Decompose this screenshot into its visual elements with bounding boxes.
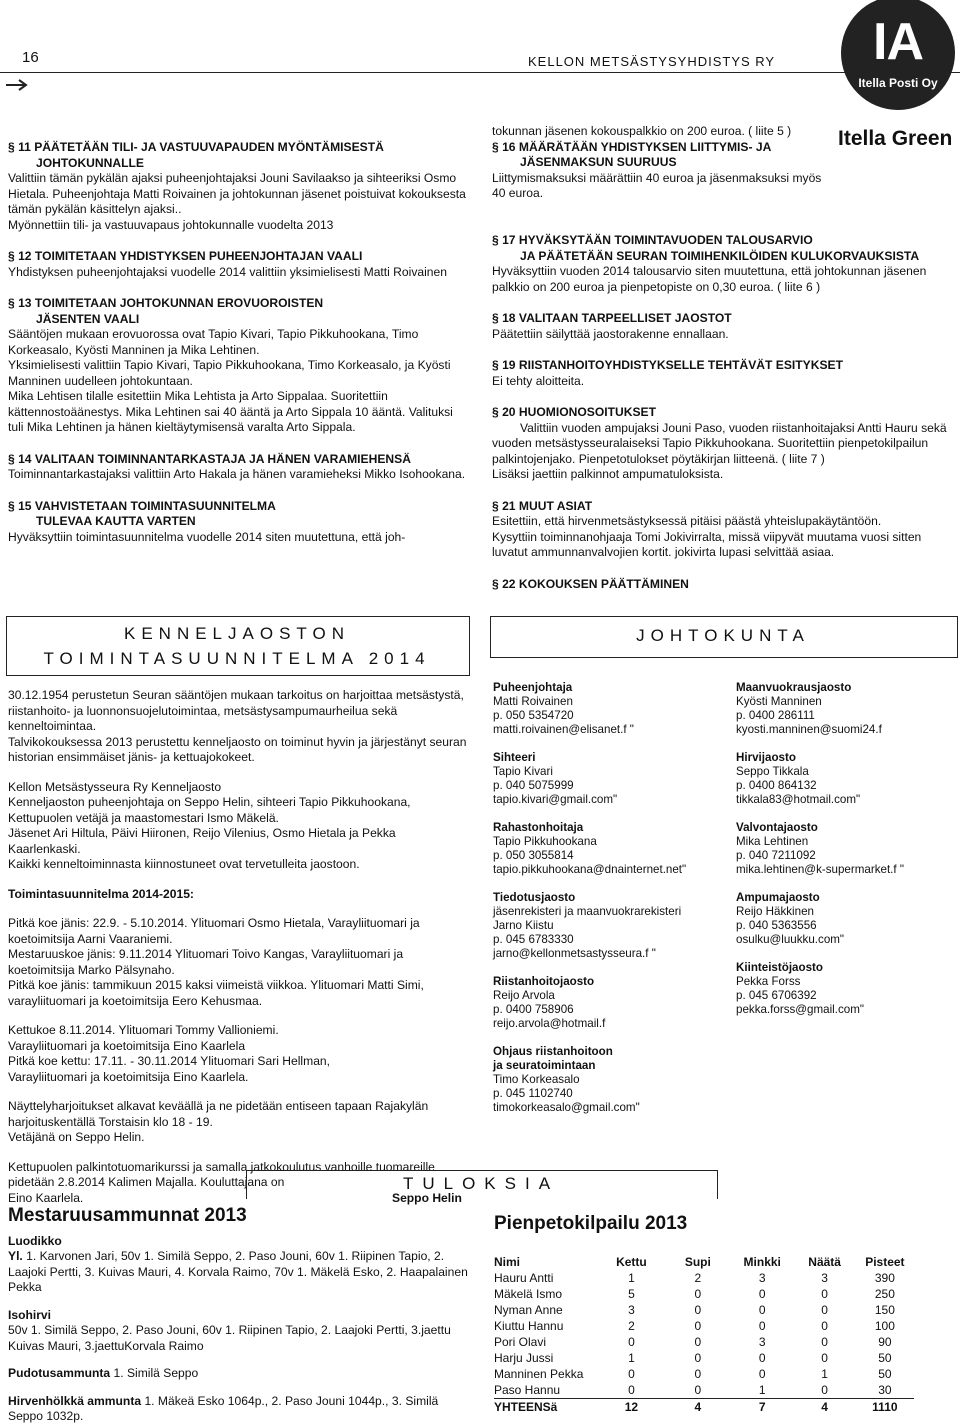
section-14-title: § 14 VALITAAN TOIMINNANTARKASTAJA JA HÄNEN VARAMIEHENSÄ — [8, 451, 411, 466]
contact-email-link[interactable]: matti.roivainen@elisanet.f " — [493, 723, 634, 736]
contact-email-link[interactable]: timokorkeasalo@gmail.com" — [493, 1101, 640, 1114]
table-cell: 0 — [694, 1287, 702, 1301]
contact-line: Jarno Kiistu — [493, 919, 554, 932]
contact-role: Puheenjohtaja — [493, 681, 573, 694]
contact-role: Kiinteistöjaosto — [736, 961, 823, 974]
table-cell: 0 — [694, 1351, 702, 1365]
section-20-body: Valittiin vuoden ampujaksi Jouni Paso, vuoden riistanhoitajaksi Antti Hauru sekä vuoden metsästysseuralaiseksi Tapio Pikkuhookana. Suoritettiin pienpetokilpailun palkintojenjako. Pienpetotulokset pöytäkirjan liitteenä. ( liite 7 ) — [492, 420, 947, 466]
table-cell: 2 — [628, 1319, 635, 1333]
contact-line: p. 040 5363556 — [736, 919, 817, 932]
hirvenholkka-results — [8, 1394, 470, 1425]
table-cell: Mäkelä Ismo — [494, 1287, 563, 1301]
contact-entry — [736, 891, 956, 947]
luodikko-yl-label: Yl. — [8, 1249, 23, 1263]
minutes-right-column — [492, 124, 832, 202]
mestaruus-heading: Mestaruusammunnat 2013 — [8, 1205, 247, 1226]
kennel-p4: Pitkä koe jänis: 22.9. - 5.10.2014. Ylituomari Osmo Hietala, Varayliituomari ja koetoimitsija Aarni Vaaraniemi. — [8, 916, 420, 946]
header-rule — [0, 72, 960, 73]
isohirvi-heading: Isohirvi — [8, 1307, 52, 1322]
itella-logo — [841, 0, 955, 110]
contact-line: Reijo Häkkinen — [736, 905, 814, 918]
table-header-cell: Kettu — [616, 1255, 647, 1269]
contact-role: Ampumajaosto — [736, 891, 820, 904]
section-13-title-2: JÄSENTEN VAALI — [36, 311, 140, 326]
section-11-title: § 11 PÄÄTETÄÄN TILI- JA VASTUUVAPAUDEN MYÖNTÄMISESTÄ — [8, 140, 384, 154]
section-15-title: § 15 VAHVISTETAAN TOIMINTASUUNNITELMA — [8, 498, 276, 513]
table-cell: 5 — [628, 1287, 635, 1301]
contact-email-link[interactable]: kyosti.manninen@suomi24.f — [736, 723, 882, 736]
table-cell: 0 — [821, 1335, 828, 1349]
luodikko-heading: Luodikko — [8, 1233, 62, 1248]
table-cell: Kiuttu Hannu — [494, 1319, 564, 1333]
table-header-cell: Pisteet — [865, 1255, 905, 1269]
table-row — [494, 1382, 914, 1399]
section-18-body: Päätettiin säilyttää jaostorakenne ennallaan. — [492, 326, 729, 341]
board-title: JOHTOKUNTA — [636, 626, 810, 645]
pienpeto-heading: Pienpetokilpailu 2013 — [494, 1213, 688, 1234]
section-13-body: Sääntöjen mukaan erovuorossa ovat Tapio Kivari, Tapio Pikkuhookana, Timo Korkeasalo, Kyösti Manninen ja Mika Lehtinen. — [8, 327, 419, 357]
kennel-p6: Näyttelyharjoitukset alkavat keväällä ja ne pidetään entiseen tapaan Rajakylän harjoituskentällä Torstaisin klo 18 - 19. — [8, 1099, 429, 1129]
contact-entry — [493, 751, 733, 807]
table-cell: 0 — [694, 1303, 702, 1317]
hirvenholkka-label: Hirvenhölkkä ammunta — [8, 1393, 142, 1408]
table-cell: Nyman Anne — [494, 1303, 563, 1317]
table-header-cell: Näätä — [808, 1255, 841, 1269]
kennel-signature: Seppo Helin — [392, 1190, 462, 1205]
pienpeto-table — [494, 1254, 914, 1415]
minutes-left-column — [8, 140, 468, 545]
contact-role: Sihteeri — [493, 751, 536, 764]
kennel-p1: 30.12.1954 perustetun Seuran sääntöjen mukaan tarkoitus on harjoittaa metsästystä, riistanhoito- ja luonnonsuojelutoimintaa, metsästysampumaurheilua sekä kenneltoimintaa. — [8, 688, 464, 733]
table-header-row — [494, 1254, 914, 1270]
table-cell: Pori Olavi — [494, 1335, 547, 1349]
table-row — [494, 1270, 914, 1286]
contact-line: p. 045 6706392 — [736, 989, 817, 1002]
table-cell: 3 — [821, 1271, 828, 1285]
table-total-cell: 4 — [665, 1399, 731, 1416]
table-cell: 0 — [821, 1319, 828, 1333]
table-cell: 0 — [821, 1303, 828, 1317]
table-row — [494, 1318, 914, 1334]
table-header-cell: Nimi — [494, 1255, 521, 1269]
contact-line: Kyösti Manninen — [736, 695, 822, 708]
section-13-body-2: Yksimielisesti valittiin Tapio Kivari, Tapio Pikkuhookana, Timo Korkeasalo, ja Kyösti Manninen uudelleen johtokuntaan. — [8, 358, 451, 388]
table-cell: 100 — [874, 1319, 895, 1333]
section-11-body-2: Myönnettiin tili- ja vastuuvapaus johtokunnalle vuodelta 2013 — [8, 217, 334, 232]
table-total-row — [494, 1399, 914, 1416]
contact-line: jäsenrekisteri ja maanvuokrarekisteri — [493, 905, 682, 918]
kennel-p5b: Varayliituomari ja koetoimitsija Eino Kaarlela — [8, 1038, 246, 1053]
table-cell: 50 — [878, 1351, 892, 1365]
contact-entry — [493, 681, 733, 737]
contact-role: Rahastonhoitaja — [493, 821, 584, 834]
section-13-title: § 13 TOIMITETAAN JOHTOKUNNAN EROVUOROISTEN — [8, 296, 324, 310]
section-12-title: § 12 TOIMITETAAN YHDISTYKSEN PUHEENJOHTAJAN VAALI — [8, 249, 363, 263]
contact-email-link[interactable]: pekka.forss@gmail.com" — [736, 1003, 864, 1016]
section-16-title: § 16 MÄÄRÄTÄÄN YHDISTYKSEN LIITTYMIS- JA — [492, 139, 772, 154]
logo-caption: Itella Posti Oy — [858, 76, 938, 90]
table-cell: 0 — [821, 1287, 828, 1301]
contact-line: p. 050 3055814 — [493, 849, 574, 862]
table-cell: 0 — [694, 1383, 702, 1397]
section-16-title-2: JÄSENMAKSUN SUURUUS — [520, 155, 677, 169]
section-20-body-2: Lisäksi jaettiin palkinnot ampumatuloksista. — [492, 467, 724, 481]
table-cell: 30 — [878, 1383, 892, 1397]
table-cell: Hauru Antti — [494, 1271, 554, 1285]
section-18-title: § 18 VALITAAN TARPEELLISET JAOSTOT — [492, 311, 732, 325]
contact-email-link[interactable]: tikkala83@hotmail.com" — [736, 793, 861, 806]
kennel-p4b: Mestaruuskoe jänis: 9.11.2014 Ylituomari Toivo Kangas, Varayliituomari ja koetoimitsija Marko Pälsynaho. — [8, 947, 404, 977]
journal-title: KELLON METSÄSTYSYHDISTYS RY — [528, 54, 776, 69]
contact-line: Tapio Pikkuhookana — [493, 835, 597, 848]
section-17-body: Hyväksyttiin vuoden 2014 talousarvio siten muutettuna, että johtokunnan jäsenen palkkio on 200 euroa ja pienpetopiste on 0,30 euroa. ( liite 6 ) — [492, 264, 927, 294]
contact-line: Seppo Tikkala — [736, 765, 809, 778]
contact-line: p. 045 6783330 — [493, 933, 574, 946]
table-cell: 1 — [758, 1383, 766, 1397]
contact-line: Pekka Forss — [736, 975, 801, 988]
contact-line: Timo Korkeasalo — [493, 1073, 580, 1086]
section-14-body: Toiminnantarkastajaksi valittiin Arto Hakala ja hänen varamieheksi Mikko Isohookana. — [8, 467, 466, 481]
contact-email-link[interactable]: osulku@luukku.com" — [736, 933, 845, 946]
contact-line: p. 040 5075999 — [493, 779, 574, 792]
luodikko-yl-text: 1. Karvonen Jari, 50v 1. Similä Seppo, 2. Paso Jouni, 60v 1. Riipinen Tapio, 2. Laajoki Pertti, 3. Kuivas Mauri, 4. Korvala Raimo, 70v 1. Mäkelä Esko, 2. Haapalainen Pekka — [8, 1249, 468, 1294]
contact-role: Hirvijaosto — [736, 751, 796, 764]
contact-line: Reijo Arvola — [493, 989, 555, 1002]
kennel-p3d: Kaikki kenneltoiminnasta kiinnostuneet ovat tervetulleita jaostoon. — [8, 857, 360, 871]
contact-line: Matti Roivainen — [493, 695, 573, 708]
table-cell: 0 — [758, 1319, 766, 1333]
section-11-title-2: JOHTOKUNNALLE — [36, 155, 144, 170]
kennel-p2: Talvikokouksessa 2013 perustettu kenneljaosto on toiminut hyvin ja järjestänyt seuran historian ensimmäiset jänis- ja kettuajokokeet. — [8, 734, 467, 764]
brand-tagline: Itella Green — [838, 127, 953, 150]
table-cell: 3 — [758, 1335, 766, 1349]
kennel-p3b: Kenneljaoston puheenjohtaja on Seppo Helin, sihteeri Tapio Pikkuhookana, Kettupuolen vetäjä ja maastomestari Ismo Mäkelä. — [8, 795, 411, 825]
contact-entry — [493, 1045, 733, 1115]
table-cell: 0 — [628, 1335, 635, 1349]
kennel-p7: Kettupuolen palkintotuomarikurssi ja samalla jatkokoulutus vanhoille tuomareille pidetään 2.8.2014 Kalimen Majalla. Kouluttajana on — [8, 1159, 435, 1189]
logo-ia-text: IA — [873, 13, 923, 71]
kennel-p3c: Jäsenet Ari Hiltula, Päivi Hiironen, Reijo Vilenius, Osmo Hietala ja Pekka Kaarlenkaski. — [8, 826, 396, 856]
kennel-plan-heading: Toimintasuunnitelma 2014-2015: — [8, 886, 194, 901]
table-cell: Harju Jussi — [494, 1351, 554, 1365]
table-row — [494, 1286, 914, 1302]
contact-line: p. 040 7211092 — [736, 849, 816, 862]
contact-role: Riistanhoitojaosto — [493, 975, 595, 988]
contact-entry — [736, 751, 956, 807]
section-13-body-3: Mika Lehtisen tilalle esitettiin Mika Lehtista ja Arto Sippalaa. Suoritettiin kättennostoäänestys. Mika Lehtinen sai 40 ääntä ja Arto Sippala 10 ääntä. Valituksi tuli Mika Lehtinen ja hänen kieltäytymisensä varalta Arto Sippala. — [8, 389, 453, 434]
kennel-p5: Kettukoe 8.11.2014. Ylituomari Tommy Vallioniemi. — [8, 1023, 279, 1037]
table-cell: 0 — [758, 1303, 766, 1317]
kennel-p6b: Vetäjänä on Seppo Helin. — [8, 1130, 145, 1144]
pudotus-text: 1. Similä Seppo — [113, 1366, 199, 1380]
kennel-p3a: Kellon Metsästysseura Ry Kenneljaosto — [8, 779, 222, 794]
table-cell: 0 — [821, 1383, 828, 1397]
section-15-body: Hyväksyttiin toimintasuunnitelma vuodelle 2014 siten muutettuna, että joh- — [8, 529, 406, 544]
section-21-body: Esitettiin, että hirvenmetsästyksessä pitäisi päästä yhteislupakäytäntöön. — [492, 514, 882, 528]
kennel-p7b: Eino Kaarlela. — [8, 1190, 84, 1205]
contact-line: Mika Lehtinen — [736, 835, 809, 848]
table-cell: Manninen Pekka — [494, 1367, 584, 1381]
section-22-title: § 22 KOKOUKSEN PÄÄTTÄMINEN — [492, 576, 689, 591]
kennel-title-2: TOIMINTASUUNNITELMA 2014 — [43, 649, 431, 668]
table-total-cell: 4 — [794, 1399, 856, 1416]
section-12-body: Yhdistyksen puheenjohtajaksi vuodelle 2014 valittiin yksimielisesti Matti Roivainen — [8, 264, 447, 279]
table-cell: 0 — [628, 1367, 635, 1381]
table-cell: Paso Hannu — [494, 1383, 561, 1397]
table-cell: 250 — [874, 1287, 895, 1301]
table-cell: 0 — [694, 1319, 702, 1333]
table-total-cell: 12 — [598, 1399, 665, 1416]
contact-entry — [736, 961, 956, 1017]
contact-entry — [493, 975, 733, 1031]
section-19-body: Ei tehty aloitteita. — [492, 373, 585, 388]
section-21-body-2: Kysyttiin toiminnanohjaaja Tomi Jokivirralta, missä viipyvät muutama vuosi sitten luvatut ammunnanvalvojien kortit. jokivirta lupasi selvittää asiaa. — [492, 529, 922, 559]
table-cell: 0 — [821, 1351, 828, 1365]
section-15-title-2: TULEVAA KAUTTA VARTEN — [36, 514, 196, 528]
mestaruus-section — [8, 1205, 470, 1425]
section-17-title-2: JA PÄÄTETÄÄN SEURAN TOIMIHENKILÖIDEN KULUKORVAUKSISTA — [520, 248, 920, 263]
minutes-right-column-lower — [492, 233, 956, 592]
contact-email-link[interactable]: tapio.pikkuhookana@dnainternet.net" — [493, 863, 687, 876]
table-cell: 1 — [821, 1367, 828, 1381]
contact-role: Valvontajaosto — [736, 821, 818, 834]
table-cell: 0 — [694, 1335, 702, 1349]
table-total-cell: 1110 — [856, 1399, 914, 1416]
luodikko-results — [8, 1249, 470, 1296]
contact-role: Maanvuokrausjaosto — [736, 681, 852, 694]
results-title: TULOKSIA — [402, 1174, 560, 1193]
section-17-title: § 17 HYVÄKSYTÄÄN TOIMINTAVUODEN TALOUSARVIO — [492, 233, 813, 247]
table-cell: 2 — [694, 1271, 702, 1285]
table-cell: 0 — [628, 1383, 635, 1397]
table-header-cell: Minkki — [743, 1255, 781, 1269]
kennel-p4c: Pitkä koe jänis: tammikuun 2015 kaksi viimeistä viikkoa. Ylituomari Matti Simi, varayliituomari ja koetoimitsija Eero Kehusmaa. — [8, 978, 424, 1008]
contact-email-link[interactable]: mika.lehtinen@k-supermarket.f " — [736, 863, 904, 876]
contact-line: p. 0400 864132 — [736, 779, 817, 792]
arrow-right-icon — [6, 78, 28, 92]
table-cell: 0 — [758, 1287, 766, 1301]
pudotus-label: Pudotusammunta — [8, 1366, 111, 1380]
contact-line: p. 0400 286111 — [736, 709, 815, 722]
table-total-cell: 7 — [731, 1399, 794, 1416]
table-cell: 390 — [874, 1271, 895, 1285]
table-header-cell: Supi — [684, 1255, 711, 1269]
contact-line: p. 050 5354720 — [493, 709, 574, 722]
section-21-title: § 21 MUUT ASIAT — [492, 498, 593, 513]
table-row — [494, 1334, 914, 1350]
contact-role: Tiedotusjaosto — [493, 891, 576, 904]
table-cell: 0 — [758, 1351, 766, 1365]
hirvenholkka-text: 1. Mäkeä Esko 1064p., 2. Paso Jouni 1044p., 3. Similä Seppo 1032p. — [8, 1393, 439, 1423]
section-20-title: § 20 HUOMIONOSOITUKSET — [492, 405, 656, 419]
contact-email-link[interactable]: tapio.kivari@gmail.com" — [493, 793, 618, 806]
page-number: 16 — [22, 49, 39, 66]
table-cell: 3 — [628, 1303, 635, 1317]
section-19-title: § 19 RIISTANHOITOYHDISTYKSELLE TEHTÄVÄT ESITYKSET — [492, 358, 843, 372]
table-total-cell: YHTEENSä — [494, 1399, 598, 1416]
board-contacts-right — [736, 681, 956, 1031]
contact-entry — [736, 681, 956, 737]
contact-line: p. 0400 758906 — [493, 1003, 574, 1016]
table-row — [494, 1302, 914, 1318]
table-cell: 50 — [878, 1367, 892, 1381]
contact-role: Ohjaus riistanhoitoon ja seuratoimintaan — [493, 1045, 613, 1072]
board-contacts-left — [493, 681, 733, 1129]
kennel-title-1: KENNELJAOSTON — [123, 624, 350, 643]
contact-email-link[interactable]: reijo.arvola@hotmail.f — [493, 1017, 606, 1030]
contact-line: Tapio Kivari — [493, 765, 553, 778]
table-row — [494, 1366, 914, 1382]
contact-entry — [736, 821, 956, 877]
table-cell: 1 — [628, 1271, 635, 1285]
contact-entry — [493, 891, 733, 961]
kennel-plan-text — [8, 688, 470, 1206]
section-11-body: Valittiin tämän pykälän ajaksi puheenjohtajaksi Jouni Savilaakso ja sihteeriksi Osmo Hietala. Puheenjohtaja Matti Roivainen ja johtokunnan jäsenet poistuivat kokouksesta tämän pykälän käsittelyn ajaksi.. — [8, 171, 466, 216]
table-cell: 0 — [694, 1367, 702, 1381]
table-row — [494, 1350, 914, 1366]
kennel-p5c: Pitkä koe kettu: 17.11. - 30.11.2014 Ylituomari Sari Hellman, — [8, 1054, 331, 1068]
isohirvi-results: 50v 1. Similä Seppo, 2. Paso Jouni, 60v 1. Riipinen Tapio, 2. Laajoki Pertti, 3.jaettu Kuivas Mauri, 3.jaettuKorvala Raimo — [8, 1323, 451, 1353]
table-cell: 1 — [628, 1351, 635, 1365]
table-cell: 150 — [874, 1303, 895, 1317]
contact-entry — [493, 821, 733, 877]
contact-email-link[interactable]: jarno@kellonmetsastysseura.f " — [493, 947, 656, 960]
continued-body: tokunnan jäsenen kokouspalkkio on 200 euroa. ( liite 5 ) — [492, 124, 792, 138]
table-cell: 90 — [878, 1335, 892, 1349]
table-cell: 0 — [758, 1367, 766, 1381]
kennel-p5d: Varayliituomari ja koetoimitsija Eino Kaarlela. — [8, 1069, 249, 1084]
contact-line: p. 045 1102740 — [493, 1087, 573, 1100]
section-16-body: Liittymismaksuksi määrättiin 40 euroa ja jäsenmaksuksi myös 40 euroa. — [492, 170, 822, 200]
table-cell: 3 — [758, 1271, 766, 1285]
pudotus-results — [8, 1366, 470, 1382]
